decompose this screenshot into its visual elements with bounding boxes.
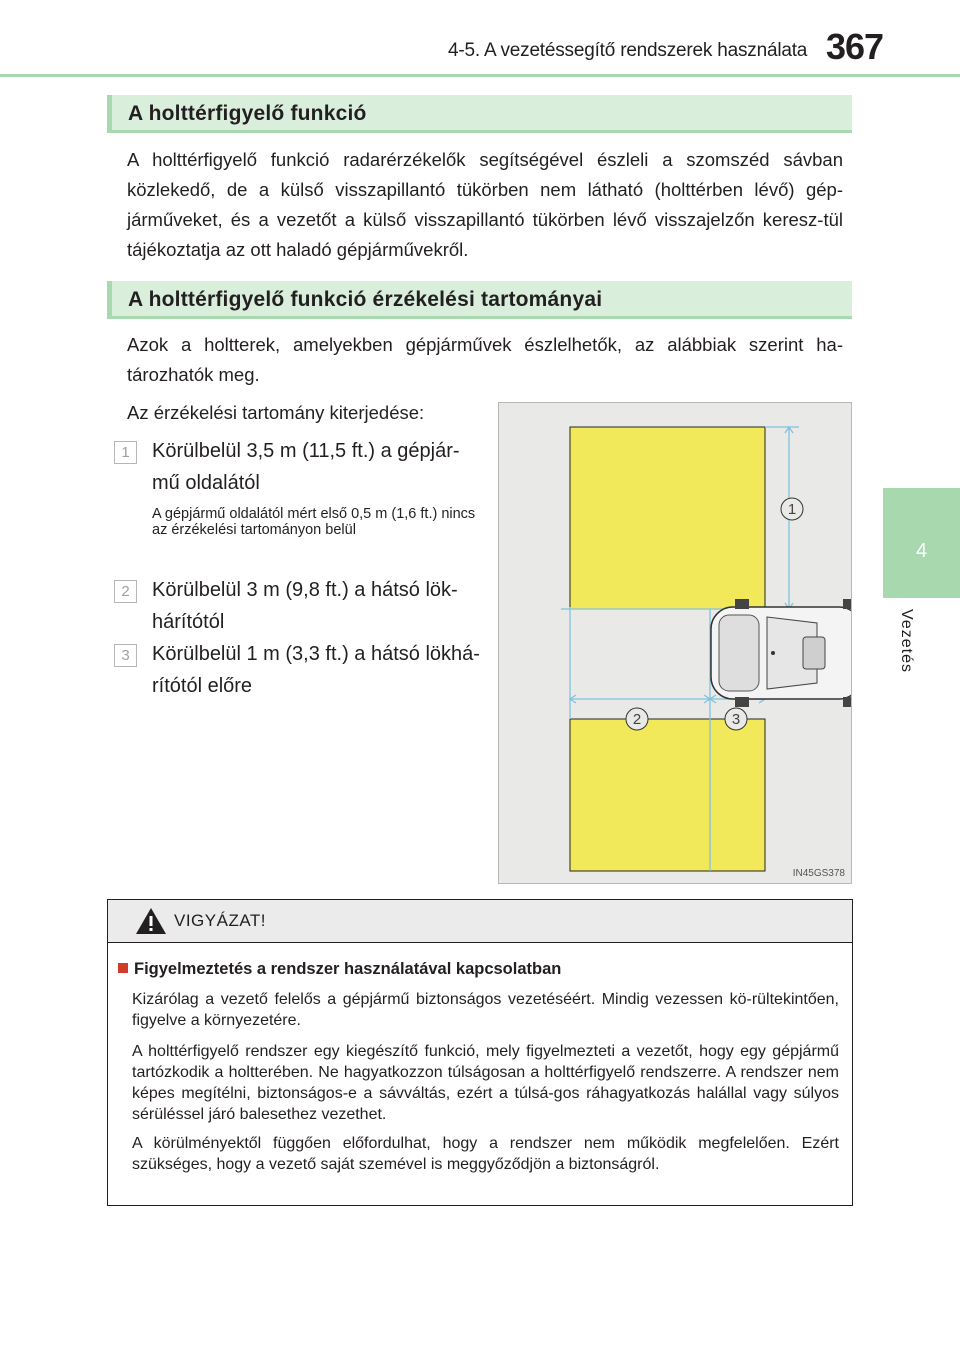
item-number-badge: 2 <box>114 580 137 603</box>
figure-code: IN45GS378 <box>792 868 845 879</box>
section-heading <box>107 95 852 133</box>
range-item-text: Körülbelül 3,5 m (11,5 ft.) a gépjár-mű oldalától <box>152 440 460 494</box>
warning-triangle-icon <box>134 906 168 936</box>
warning-subheading <box>118 960 561 979</box>
warning-subheading-text: Figyelmeztetés a rendszer használatával kapcsolatban <box>134 960 562 978</box>
section-heading <box>107 281 852 319</box>
item-number-badge: 3 <box>114 644 137 667</box>
detection-range-diagram <box>498 402 852 884</box>
chapter-label-box <box>884 604 928 678</box>
body-paragraph: A holttérfigyelő funkció radarérzékelők segítségével észleli a szomszéd sávban közlekedő, de a külső visszapillantó tükörben nem látható (holttérben lévő) gép-járműveket, és a vezetőt a külső visszapillantó tükörben lévő visszajelzőn keresz-tül tájékoztatja az ott haladó gépjárművekről. <box>127 149 843 260</box>
range-intro: Az érzékelési tartomány kiterjedése: <box>127 402 425 423</box>
warning-header <box>108 900 852 943</box>
range-item-text: Körülbelül 1 m (3,3 ft.) a hátsó lökhá-rítótól előre <box>152 643 480 697</box>
running-header: 4-5. A vezetéssegítő rendszerek használata <box>448 40 808 61</box>
warning-box <box>107 899 853 1206</box>
item-number-badge: 1 <box>114 441 137 464</box>
range-item-note: A gépjármű oldalától mért első 0,5 m (1,6 ft.) nincs az érzékelési tartományon belül <box>152 506 476 538</box>
warning-paragraph: Kizárólag a vezető felelős a gépjármű biztonságos vezetéséért. Mindig vezessen kö-rültekintően, figyelve a környezetére. <box>132 991 839 1029</box>
warning-paragraph: A körülményektől függően előfordulhat, hogy a rendszer nem működik megfelelően. Ezért szükséges, hogy a vezető saját szemével is meggyőződjön a biztonságról. <box>132 1135 839 1173</box>
side-detection-zone <box>570 427 765 609</box>
diagram-drawing <box>499 403 852 884</box>
chapter-number: 4 <box>915 540 928 562</box>
warning-paragraph: A holttérfigyelő rendszer egy kiegészítő funkció, mely figyelmezteti a vezetőt, hogy egy gépjármű tartózkodik a holtterében. Ne hagyatkozzon túlságosan a holttérfigyelő rendszerre. A rendszer nem képes megítélni, biztonságos-e a sávváltás, ezért a túlsá-gos ráhagyatkozás halállal vagy súlyos sérüléssel járó balesethez vezethet. <box>132 1043 839 1123</box>
section-title: A holttérfigyelő funkció érzékelési tartományai <box>128 288 603 311</box>
body-paragraph: Azok a holtterek, amelyekben gépjárművek észlelhetők, az alábbiak szerint ha-tározhatók meg. <box>127 334 843 385</box>
red-square-bullet-icon <box>118 963 128 973</box>
label-1: 1 <box>787 501 797 518</box>
car-top-view <box>711 599 852 707</box>
label-3: 3 <box>731 711 741 728</box>
chapter-label: Vezetés <box>898 609 915 673</box>
warning-title: VIGYÁZAT! <box>174 911 267 930</box>
header-rule <box>0 74 960 77</box>
section-title: A holttérfigyelő funkció <box>128 102 367 125</box>
rear-detection-zone <box>570 719 765 871</box>
label-2: 2 <box>632 711 642 728</box>
chapter-tab <box>883 488 960 598</box>
page-number: 367 <box>826 26 884 67</box>
range-item-text: Körülbelül 3 m (9,8 ft.) a hátsó lök-hárítótól <box>152 579 458 633</box>
